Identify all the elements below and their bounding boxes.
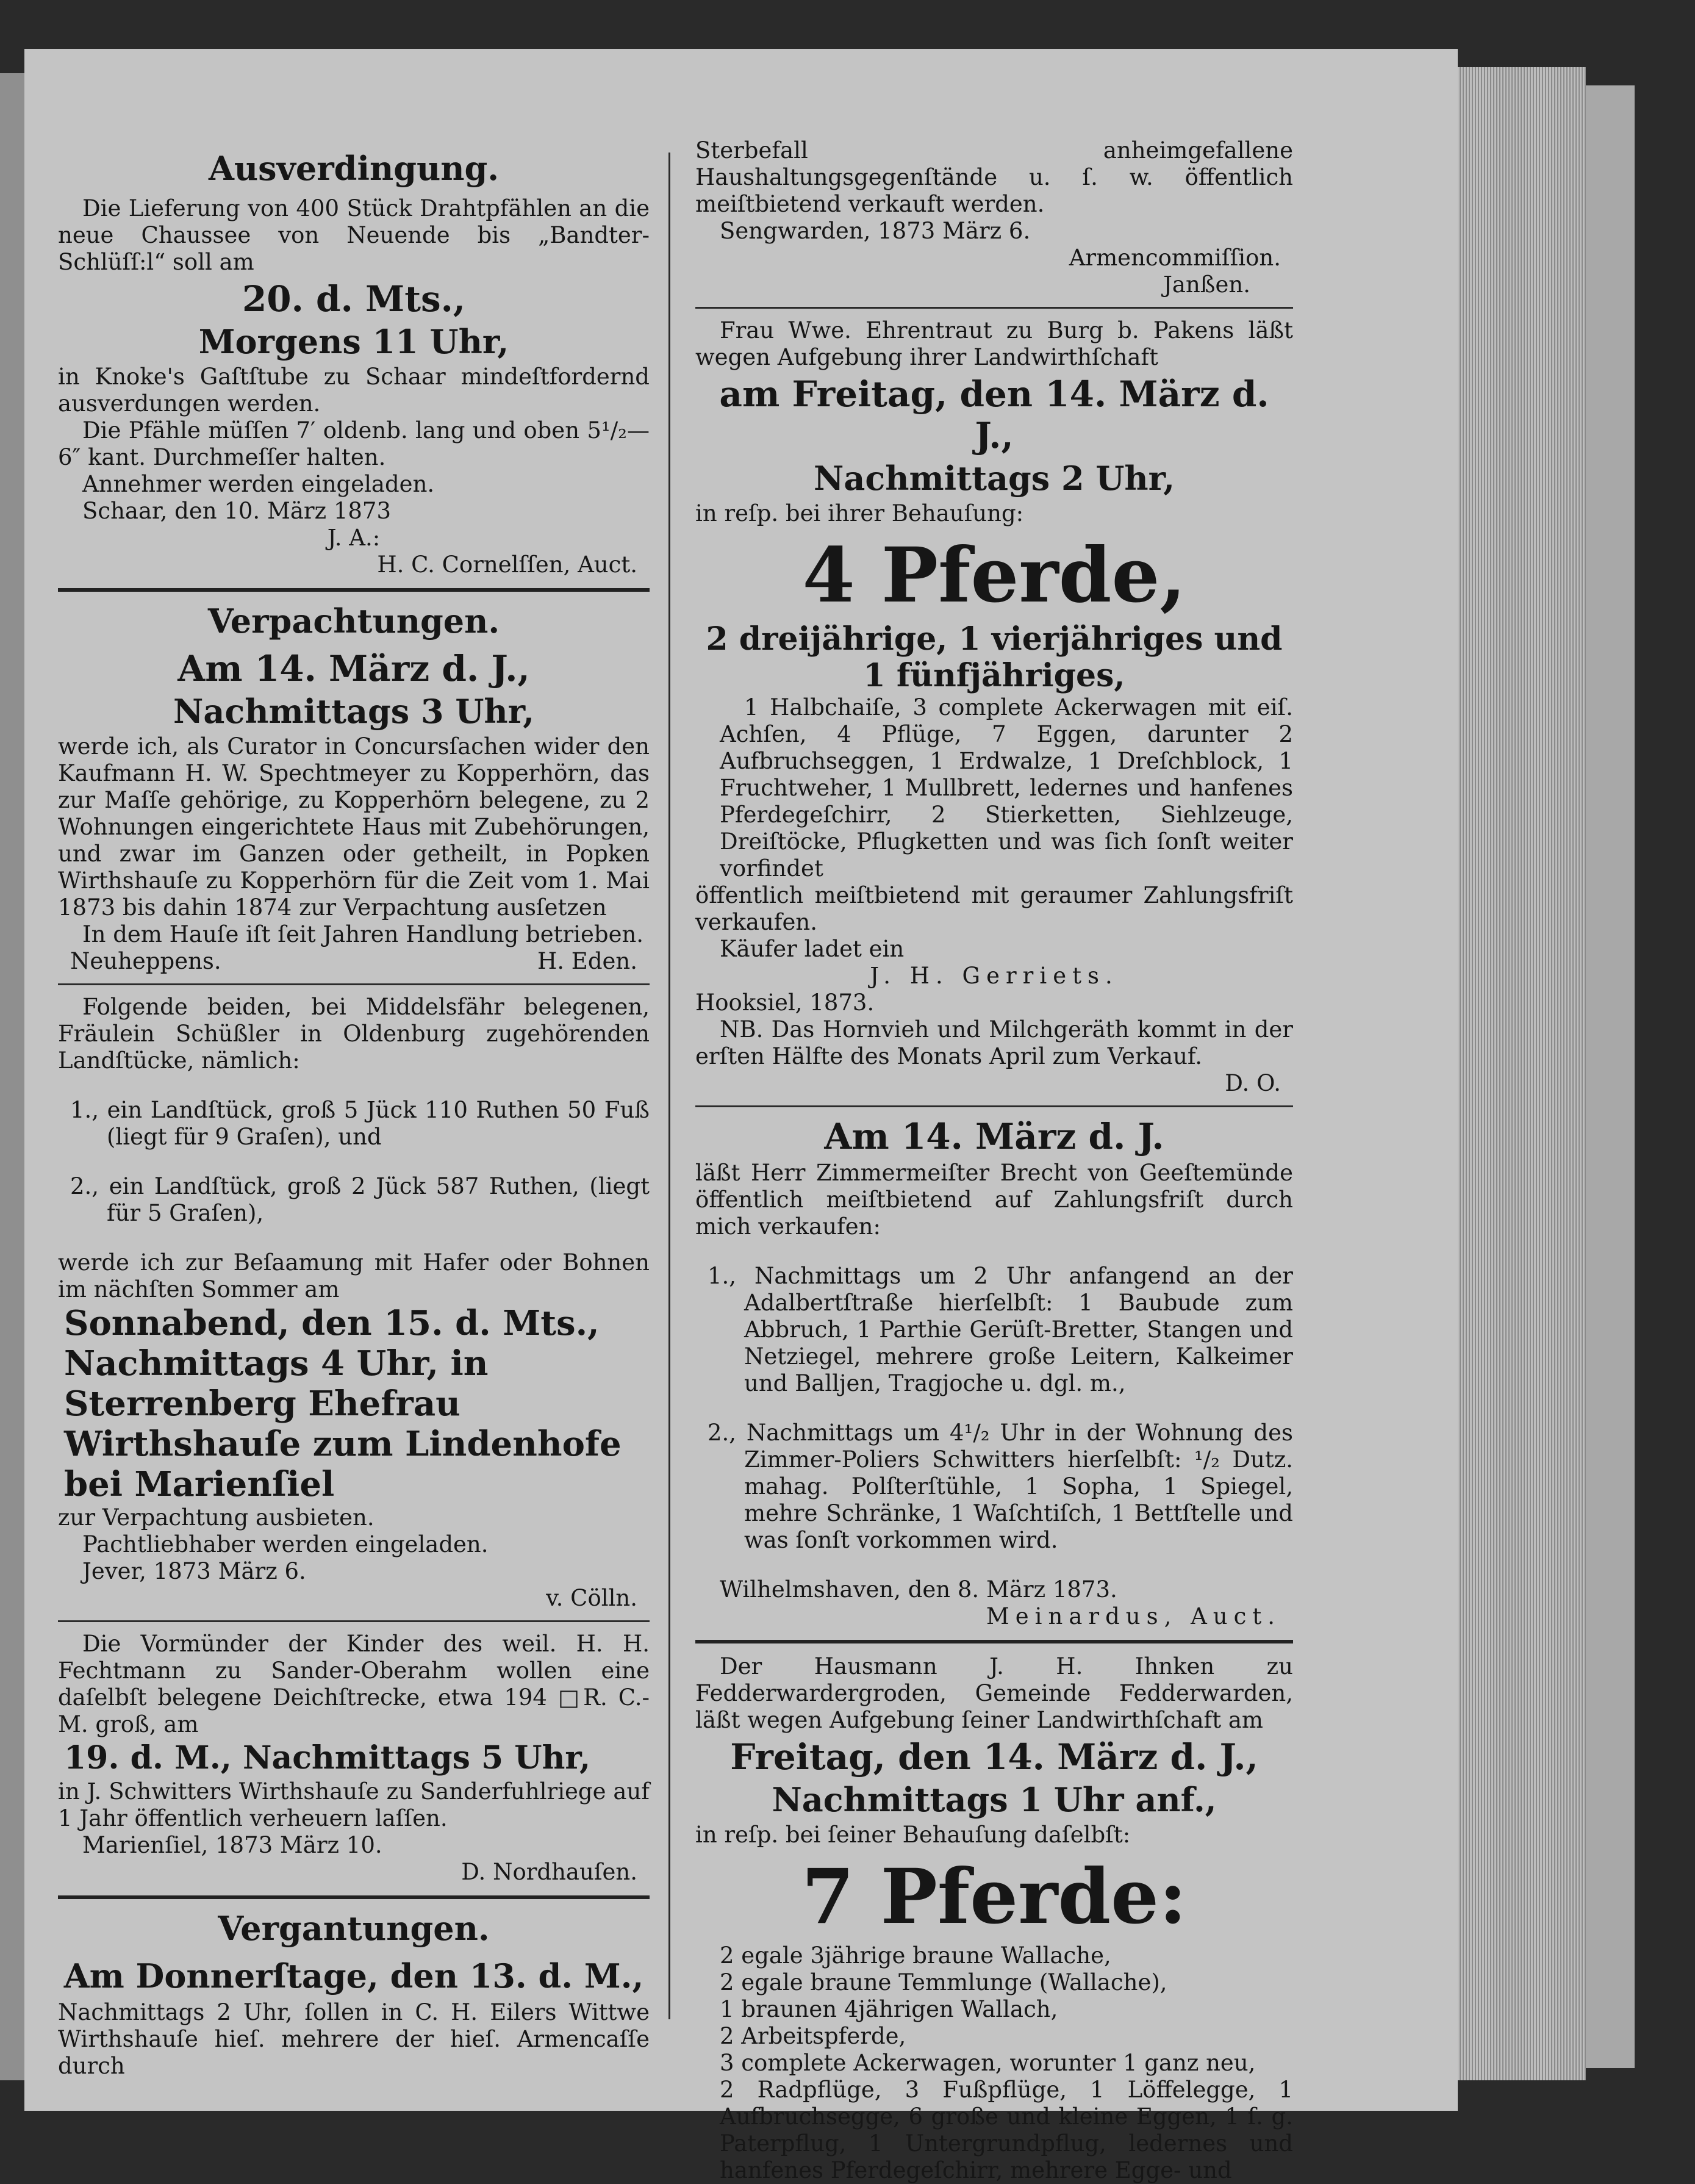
ad-body: Käufer ladet ein (720, 936, 905, 962)
section-rule (695, 1640, 1293, 1643)
ad-date: Freitag, den 14. März d. J., (730, 1736, 1258, 1778)
ad-time: Nachmittags 1 Uhr anf., (772, 1780, 1217, 1819)
section-rule (58, 1895, 650, 1899)
ad-signature: Armencommiſſion. (1069, 245, 1281, 271)
ad-list-item: 1., ein Landſtück, groß 5 Jück 110 Ruthen 50 Fuß (liegt für 9 Graſen), und (70, 1097, 650, 1150)
ad-body: In dem Hauſe iſt ſeit Jahren Handlung betrieben. (82, 921, 644, 947)
ad-time: Nachmittags 3 Uhr, (173, 692, 535, 731)
ad-place-date: Sengwarden, 1873 März 6. (720, 218, 1031, 244)
ad-4-pferde (695, 317, 1293, 1097)
ad-body: Annehmer werden eingeladen. (82, 471, 435, 497)
right-column (695, 137, 1293, 2184)
ad-place-date: Wilhelmshaven, den 8. März 1873. (720, 1576, 1117, 1603)
ad-body: Pachtliebhaber werden eingeladen. (82, 1531, 489, 1557)
ad-body: in J. Schwitters Wirthshauſe zu Sanderfuhlriege auf 1 Jahr öffentlich verheuern laſſen. (58, 1778, 650, 1831)
page-stack-edges (1446, 67, 1586, 2080)
ad-place-date: Marienſiel, 1873 März 10. (82, 1832, 382, 1858)
ad-signature: Meinardus, Auct. (986, 1603, 1281, 1629)
ad-verpachtung-middelsfaehr (58, 994, 650, 1612)
ad-body: Der Hausmann J. H. Ihnken zu Fedderwardergroden, Gemeinde Fedderwarden, läßt wegen Aufgebung ſeiner Landwirthſchaft am (695, 1653, 1293, 1733)
ad-body: Frau Wwe. Ehrentraut zu Burg b. Pakens läßt wegen Aufgebung ihrer Landwirthſchaft (695, 317, 1293, 370)
ad-list-item: 2 egale braune Temmlunge (Wallache), (720, 1969, 1167, 1995)
ad-date: 19. d. M., Nachmittags 5 Uhr, (64, 1739, 591, 1776)
ad-ausverdingung (58, 149, 650, 578)
ad-headline: 7 Pferde: (801, 1853, 1187, 1941)
ad-signature: D. Nordhauſen. (461, 1859, 637, 1885)
ad-vergantungen (58, 1909, 650, 2080)
ad-list-item: 2 Radpflüge, 3 Fußpflüge, 1 Löffelegge, 1 Aufbruchsegge, 6 große und kleine Eggen, 1 ſ. g. Paterpflug, 1 Untergrundpflug, ledernes und hanfenes Pferdegeſchirr, mehrere Egge- und (720, 2077, 1293, 2183)
ad-headline: 4 Pferde, (802, 531, 1186, 620)
ad-body: werde ich zur Beſaamung mit Hafer oder Bohnen im nächſten Sommer am (58, 1249, 650, 1302)
section-heading: Verpachtungen. (207, 602, 500, 641)
ad-signature: H. C. Cornelſſen, Auct. (377, 551, 637, 578)
ad-signature: J. H. Gerriets. (870, 963, 1119, 989)
ad-time: Nachmittags 2 Uhr, (813, 459, 1175, 498)
ad-sengwarden (695, 137, 1293, 298)
section-rule (58, 588, 650, 592)
ad-rule (58, 983, 650, 985)
ad-place-date: Schaar, den 10. März 1873 (82, 498, 391, 524)
ad-body: Die Pfähle müſſen 7′ oldenb. lang und oben 5¹/₂—6″ kant. Durchmeſſer halten. (58, 417, 650, 470)
ad-7-pferde (695, 1653, 1293, 2184)
ad-body: in reſp. bei ihrer Behauſung: (695, 500, 1024, 526)
ad-list-item: 2., ein Landſtück, groß 2 Jück 587 Ruthen, (liegt für 5 Graſen), (70, 1173, 650, 1226)
ad-place: Neuheppens. (70, 948, 221, 974)
ad-footer (58, 948, 650, 975)
ad-place-date: Jever, 1873 März 6. (82, 1558, 306, 1584)
ad-body: Sterbefall anheimgefallene Haushaltungsgegenſtände u. ſ. w. öffentlich meiſtbietend verkauft werden. (695, 137, 1293, 217)
ad-signature: J. A.: (327, 525, 381, 551)
ad-rule (695, 307, 1293, 309)
ad-body: werde ich, als Curator in Concursſachen wider den Kaufmann H. W. Spechtmeyer zu Kopperhörn, das zur Maſſe gehörige, zu Kopperhörn belegene, zu 2 Wohnungen eingerichtete Haus mit Zubehörungen, und zwar im Ganzen oder getheilt, in Popken Wirthshauſe zu Kopperhörn für die Zeit vom 1. Mai 1873 bis dahin 1874 zur Verpachtung ausſetzen (58, 733, 650, 921)
ad-signature: H. Eden. (537, 948, 637, 974)
section-heading: Ausverdingung. (208, 149, 500, 188)
ad-brecht-auction (695, 1116, 1293, 1630)
ad-date: 20. d. Mts., (242, 278, 466, 320)
ad-list-item: 3 complete Ackerwagen, worunter 1 ganz neu, (720, 2050, 1256, 2076)
ad-body: in reſp. bei ſeiner Behauſung daſelbſt: (695, 1822, 1131, 1848)
ad-date: Am 14. März d. J. (824, 1116, 1164, 1157)
ad-place-date: Hooksiel, 1873. (695, 990, 875, 1016)
ad-list-item: 1 braunen 4jährigen Wallach, (720, 1996, 1058, 2022)
column-divider (668, 153, 670, 2019)
ad-rule (695, 1105, 1293, 1107)
ad-subheadline: 1 fünfjähriges, (863, 657, 1125, 694)
ad-date: am Freitag, den 14. März d. J., (719, 373, 1269, 456)
ad-body: Nachmittags 2 Uhr, ſollen in C. H. Eilers Wittwe Wirthshauſe hieſ. mehrere der hieſ. Armencaſſe durch (58, 1999, 650, 2079)
ad-verheuerung-deichstrecke (58, 1631, 650, 1886)
section-heading: Vergantungen. (218, 1909, 490, 1948)
ad-signature: D. O. (1225, 1070, 1281, 1096)
ad-bold-announcement: Sonnabend, den 15. d. Mts., Nachmittags 4 Uhr, in Sterrenberg Ehefrau Wirthshauſe zum Lindenhofe bei Marienſiel (64, 1303, 622, 1504)
ad-body: öffentlich meiſtbietend mit geraumer Zahlungsfriſt verkaufen. (695, 882, 1293, 935)
ad-rule (58, 1620, 650, 1622)
ad-note: NB. Das Hornvieh und Milchgeräth kommt in der erſten Hälfte des Monats April zum Verkauf. (695, 1016, 1293, 1069)
left-column (58, 140, 650, 2080)
ad-body: in Knoke's Gaſtſtube zu Schaar mindeſtfordernd ausverdungen werden. (58, 364, 650, 417)
ad-body: Folgende beiden, bei Middelsfähr belegenen, Fräulein Schüßler in Oldenburg zugehörenden Landſtücke, nämlich: (58, 994, 650, 1074)
ad-body: Die Vormünder der Kinder des weil. H. H. Fechtmann zu Sander-Oberahm wollen eine daſelbſt belegene Deichſtrecke, etwa 194 □R. C.-M. groß, am (58, 1631, 650, 1737)
ad-date: Am 14. März d. J., (177, 648, 530, 689)
ad-body: läßt Herr Zimmermeiſter Brecht von Geeſtemünde öffentlich meiſtbietend auf Zahlungsfriſt durch mich verkaufen: (695, 1160, 1293, 1240)
ad-item-list: 1 Halbchaiſe, 3 complete Ackerwagen mit eiſ. Achſen, 4 Pflüge, 7 Eggen, darunter 2 Aufbruchseggen, 1 Erdwalze, 1 Dreſchblock, 1 Fruchtweher, 1 Mullbrett, ledernes und hanfenes Pferdegeſchirr, 2 Stierketten, Siehlzeuge, Dreiſtöcke, Pflugketten und was ſich ſonſt weiter vorfindet (720, 694, 1293, 882)
ad-list-item: 2 Arbeitspferde, (720, 2023, 906, 2049)
ad-verpachtung-kopperhoern (58, 602, 650, 975)
ad-signature: v. Cölln. (546, 1585, 637, 1611)
previous-page-edge (0, 73, 24, 2080)
ad-body: zur Verpachtung ausbieten. (58, 1504, 374, 1531)
ad-list-item: 2., Nachmittags um 4¹/₂ Uhr in der Wohnung des Zimmer-Poliers Schwitters hierſelbſt: ¹/₂ Dutz. mahag. Polſterſtühle, 1 Sopha, 1 Spiegel, mehre Schränke, 1 Waſchtiſch, 1 Bettſtelle und was ſonſt vorkommen wird. (708, 1420, 1293, 1553)
ad-signature: Janßen. (1163, 271, 1250, 298)
ad-date: Am Donnerſtage, den 13. d. M., (63, 1956, 644, 1995)
ad-subheadline: 2 dreijährige, 1 vierjähriges und (706, 620, 1283, 658)
ad-list-item: 2 egale 3jährige braune Wallache, (720, 1942, 1111, 1969)
ad-list-item: 1., Nachmittags um 2 Uhr anfangend an der Adalbertſtraße hierſelbſt: 1 Baubude zum Abbruch, 1 Parthie Gerüſt-Bretter, Stangen und Netziegel, mehrere große Leitern, Kalkeimer und Balljen, Tragjoche u. dgl. m., (708, 1263, 1293, 1396)
ad-time: Morgens 11 Uhr, (198, 322, 509, 361)
ad-body: Die Lieferung von 400 Stück Drahtpfählen an die neue Chaussee von Neuende bis „Bandter-Schlüſſ:l“ soll am (58, 195, 650, 275)
